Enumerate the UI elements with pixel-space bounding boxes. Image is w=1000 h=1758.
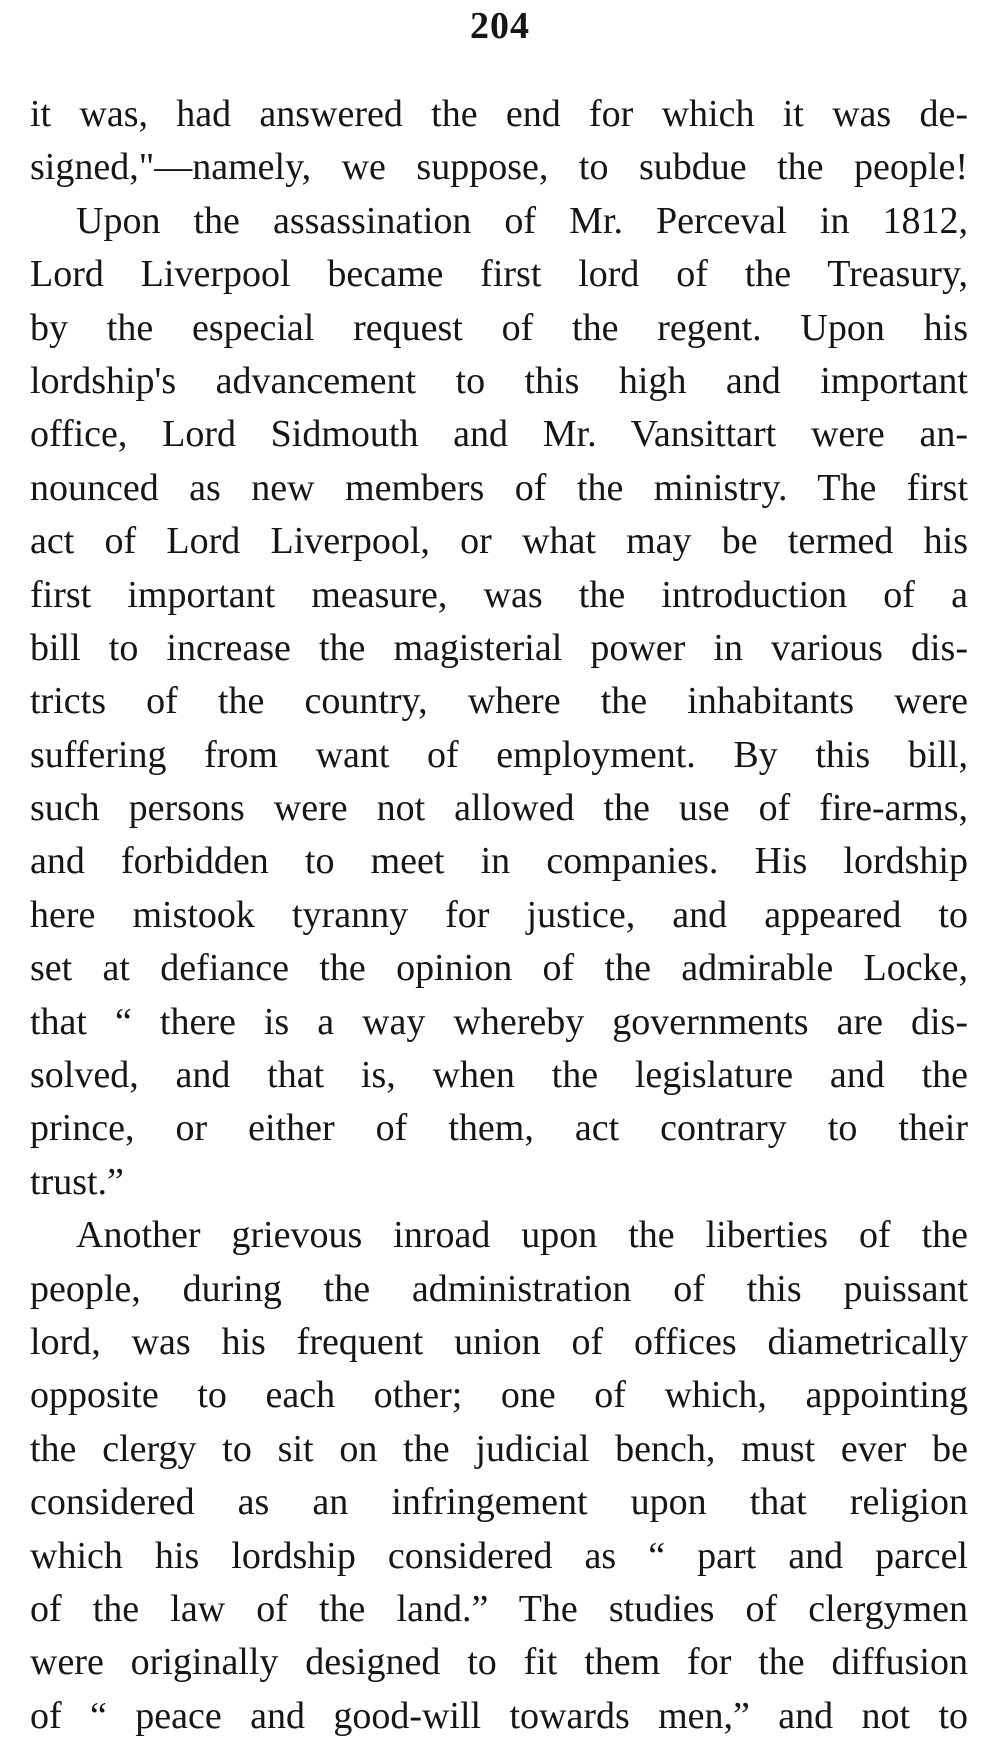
text-line: act of Lord Liverpool, or what may be termed his — [30, 520, 968, 563]
text-line: prince, or either of them, act contrary to their — [30, 1107, 968, 1150]
text-line: solved, and that is, when the legislature and the — [30, 1054, 968, 1097]
text-line: here mistook tyranny for justice, and appeared to — [30, 893, 968, 936]
text-line: it was, had answered the end for which it was de- — [30, 93, 968, 135]
text-line: nounced as new members of the ministry. The first — [30, 466, 968, 509]
text-line: set at defiance the opinion of the admirable Locke, — [30, 947, 968, 990]
text-line: such persons were not allowed the use of fire-arms, — [30, 787, 968, 830]
text-line: the clergy to sit on the judicial bench, must ever be — [30, 1427, 968, 1470]
text-line: Lord Liverpool became first lord of the Treasury, — [30, 253, 968, 296]
text-line: opposite to each other; one of which, appointing — [30, 1374, 968, 1417]
text-line: considered as an infringement upon that religion — [30, 1481, 968, 1524]
text-line: of the law of the land.” The studies of clergymen — [30, 1587, 968, 1630]
text-line: signed,"—namely, we suppose, to subdue the people! — [30, 146, 968, 189]
text-line: first important measure, was the introduction of a — [30, 573, 968, 616]
text-line: were originally designed to fit them for the diffusion — [30, 1641, 968, 1684]
text-line: of “ peace and good-will towards men,” and not to — [30, 1694, 968, 1737]
text-line: which his lordship considered as “ part and parcel — [30, 1534, 968, 1577]
text-line: lord, was his frequent union of offices diametrically — [30, 1320, 968, 1363]
text-line: tricts of the country, where the inhabitants were — [30, 680, 968, 723]
text-line: lordship's advancement to this high and important — [30, 359, 968, 402]
text-line: suffering from want of employment. By this bill, — [30, 733, 968, 776]
text-line: people, during the administration of this puissant — [30, 1267, 968, 1310]
text-line: and forbidden to meet in companies. His lordship — [30, 840, 968, 883]
text-line: office, Lord Sidmouth and Mr. Vansittart were an- — [30, 413, 968, 456]
body-text — [30, 88, 968, 1743]
text-line-paragraph-start: Upon the assassination of Mr. Perceval in 1812, — [76, 199, 968, 242]
text-line: by the especial request of the regent. Upon his — [30, 306, 968, 349]
text-line: that “ there is a way whereby governments are dis- — [30, 1000, 968, 1043]
text-line: bill to increase the magisterial power in various dis- — [30, 626, 968, 669]
text-line-paragraph-end: trust.” — [30, 1160, 124, 1203]
text-line-paragraph-start: Another grievous inroad upon the liberties of the — [76, 1214, 968, 1257]
page-number: 204 — [470, 5, 530, 47]
